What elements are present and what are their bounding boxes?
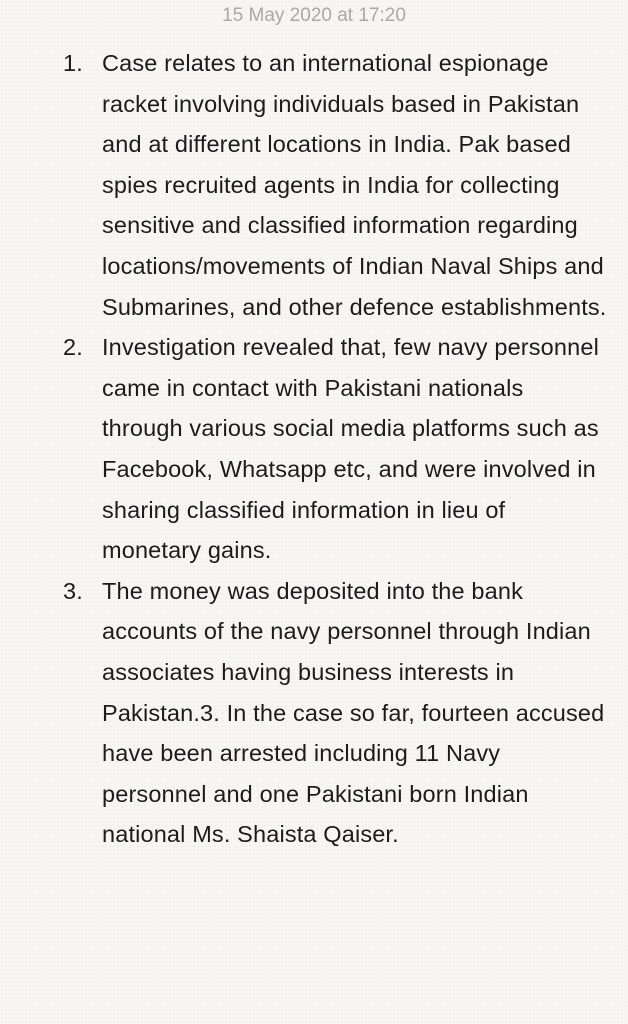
list-item-text: Case relates to an international espionage racket involving individuals based in Pakistan and at different locations in India. Pak based spies recruited agents in India for collecting sensitive and classified information regarding locations/movements of Indian Naval Ships and Submarines, and other defence establishments.: [102, 50, 607, 320]
list-item: [0, 327, 628, 571]
list-item: [0, 571, 628, 855]
list-item-number: 1.: [63, 50, 83, 76]
list-item: [0, 43, 628, 327]
list-item-number: 3.: [63, 577, 83, 604]
list-item-text: Investigation revealed that, few navy personnel came in contact with Pakistani nationals through various social media platforms such as Facebook, Whatsapp etc, and were involved in sharing classified information in lieu of monetary gains.: [102, 334, 599, 564]
note-timestamp: 15 May 2020 at 17:20: [222, 5, 406, 26]
list-item-text: The money was deposited into the bank accounts of the navy personnel through Indian associates having business interests in Pakistan.3. In the case so far, fourteen accused have been arrested including 11 Navy personnel and one Pakistani born Indian national Ms. Shaista Qaiser.: [102, 577, 605, 848]
list-item-number: 2.: [63, 334, 83, 361]
numbered-list: [0, 43, 628, 855]
